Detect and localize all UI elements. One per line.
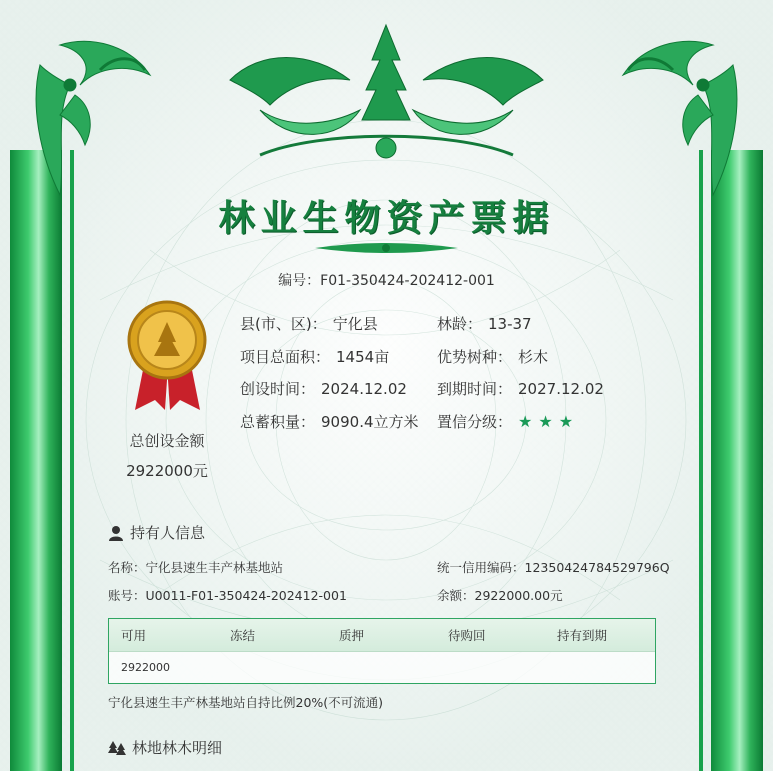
forest-age-label: 林龄： xyxy=(437,315,483,333)
volume-value: 9090.4立方米 xyxy=(321,413,419,431)
credit-code-label: 统一信用编码： xyxy=(437,560,525,575)
serial-number xyxy=(0,270,773,290)
rating-row xyxy=(437,411,579,432)
table-row xyxy=(109,652,655,683)
balance-value: 2922000.00元 xyxy=(474,588,563,603)
area-row xyxy=(240,346,389,367)
credit-code-row xyxy=(437,558,670,576)
created-row xyxy=(240,378,407,399)
account-value: U0011-F01-350424-202412-001 xyxy=(145,588,347,603)
certificate-title: 林业生物资产票据 xyxy=(218,197,555,239)
forest-age-value: 13-37 xyxy=(488,315,532,333)
credit-code-value: 12350424784529796Q xyxy=(524,560,670,575)
volume-label: 总蓄积量： xyxy=(240,413,316,431)
species-row xyxy=(437,346,548,367)
holdings-table xyxy=(108,618,656,684)
created-value: 2024.12.02 xyxy=(321,380,407,398)
created-label: 创设时间： xyxy=(240,380,316,398)
holder-name-label: 名称： xyxy=(108,560,146,575)
expires-value: 2027.12.02 xyxy=(518,380,604,398)
serial-label: 编号： xyxy=(278,273,321,289)
serial-value: F01-350424-202412-001 xyxy=(320,273,495,289)
header-frozen: 冻结 xyxy=(230,628,256,643)
county-row xyxy=(240,313,378,334)
holder-name-value: 宁化县速生丰产林基地站 xyxy=(145,560,284,575)
expires-label: 到期时间： xyxy=(437,380,513,398)
cell-available: 2922000 xyxy=(121,661,170,674)
account-row xyxy=(108,586,347,604)
balance-row xyxy=(437,586,563,604)
header-pending-buyback: 待购回 xyxy=(448,628,486,643)
crest-ornament xyxy=(220,20,553,175)
table-header-row xyxy=(109,619,655,652)
area-label: 项目总面积： xyxy=(240,348,331,366)
account-label: 账号： xyxy=(108,588,146,603)
rating-stars-icon: ★★★ xyxy=(518,412,580,431)
species-value: 杉木 xyxy=(518,348,549,366)
holder-section-header xyxy=(108,522,205,543)
person-icon xyxy=(108,525,124,541)
self-holding-note: 宁化县速生丰产林基地站自持比例20%(不可流通) xyxy=(108,695,384,710)
holder-section-title: 持有人信息 xyxy=(130,524,206,542)
forest-age-row xyxy=(437,313,532,334)
forest-section-header xyxy=(108,737,222,758)
header-available: 可用 xyxy=(121,628,147,643)
gold-medal-icon xyxy=(120,300,215,415)
holder-name-row xyxy=(108,558,283,576)
expires-row xyxy=(437,378,604,399)
area-value: 1454亩 xyxy=(336,348,390,366)
total-amount-label: 总创设金额 xyxy=(129,432,205,450)
header-hold-to-maturity: 持有到期 xyxy=(557,628,608,643)
county-value: 宁化县 xyxy=(332,315,378,333)
volume-row xyxy=(240,411,419,432)
forest-section-title: 林地林木明细 xyxy=(132,739,223,757)
balance-label: 余额： xyxy=(437,588,475,603)
rating-label: 置信分级： xyxy=(437,413,513,431)
species-label: 优势树种： xyxy=(437,348,513,366)
header-pledged: 质押 xyxy=(339,628,365,643)
tree-icon xyxy=(108,740,126,756)
total-amount-value: 2922000元 xyxy=(126,462,208,480)
county-label: 县(市、区)： xyxy=(240,315,327,333)
title-underline-ornament xyxy=(315,238,458,258)
